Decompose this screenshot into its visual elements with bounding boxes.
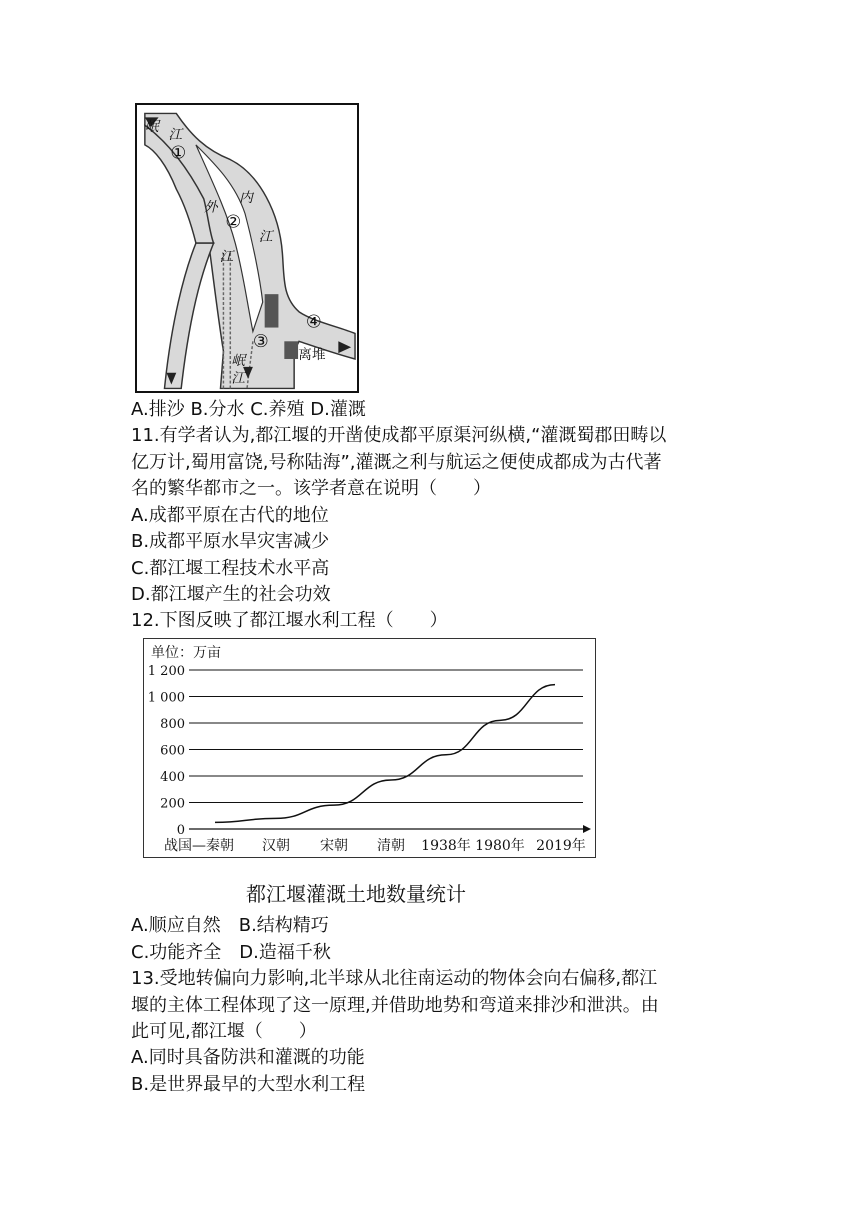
q12-options-row-1 [131,913,329,939]
dujiangyan-map-drawing [137,105,357,391]
q12-option-d: D.造福千秋 [239,942,331,963]
map-label-jiang-top: 江 [168,126,183,143]
q13-option-a: A.同时具备防洪和灌溉的功能 [131,1047,365,1068]
map-label-min-top: 岷 [144,119,159,136]
chart-x-tick-label: 清朝 [377,838,405,854]
q11-option-c: C.都江堰工程技术水平高 [131,558,330,579]
chart-y-tick-label: 0 [176,823,185,838]
dujiangyan-map [135,103,359,393]
map-marker-2: ② [225,212,242,233]
q13-stem-line-1: 13.受地转偏向力影响,北半球从北往南运动的物体会向右偏移,都江 [131,968,658,989]
q13-stem-line-3: 此可见,都江堰（ ） [131,1021,317,1042]
outer-river-lower [165,243,214,388]
map-label-nei-jiang: 江 [258,229,273,246]
q11-stem-line-3: 名的繁华都市之一。该学者意在说明（ ） [131,478,491,499]
chart-y-tick-label: 1 200 [147,664,185,679]
q12-option-a: A.顺应自然 [131,915,221,936]
chart-x-tick-label: 战国—秦朝 [164,838,234,854]
map-marker-3: ③ [252,332,269,353]
chart-y-tick-label: 200 [160,796,185,812]
chart-series-line [215,685,555,823]
q10-options: A.排沙 B.分水 C.养殖 D.灌溉 [131,399,366,420]
chart-y-tick-label: 1 000 [147,690,185,706]
chart-x-tick-label: 2019年 [536,838,586,854]
map-label-min-bottom-jiang: 江 [231,370,246,387]
q13-stem-line-2: 堰的主体工程体现了这一原理,并借助地势和弯道来排沙和泄洪。由 [131,995,659,1016]
chart-x-tick-label: 汉朝 [262,838,290,854]
q12-options-row-2 [131,940,331,966]
chart-y-tick-label: 800 [160,717,185,732]
map-label-wai-jiang: 江 [219,248,234,265]
q13-option-b: B.是世界最早的大型水利工程 [131,1074,366,1095]
chart-y-unit-label: 单位：万亩 [151,645,221,661]
chart-x-tick-label: 宋朝 [320,838,348,854]
chart-frame [144,639,596,858]
map-label-min-bottom: 岷 [231,352,246,369]
chart-y-tick-label: 600 [160,743,185,759]
map-label-nei: 内 [239,189,253,206]
q11-stem-line-1: 11.有学者认为,都江堰的开凿使成都平原渠河纵横,“灌溉蜀郡田畴以 [131,425,667,446]
irrigation-chart [143,638,596,858]
map-marker-4: ④ [305,312,322,333]
map-label-lidui: 离堆 [298,346,326,363]
q11-option-a: A.成都平原在古代的地位 [131,505,329,526]
chart-x-axis-arrow [583,825,591,833]
q12-option-c: C.功能齐全 [131,942,222,963]
hatched-block-2 [284,341,298,359]
chart-title: 都江堰灌溉土地数量统计 [246,882,466,906]
q12-stem: 12.下图反映了都江堰水利工程（ ） [131,610,448,631]
irrigation-chart-svg [143,638,596,858]
map-label-wai: 外 [203,199,218,216]
q11-option-b: B.成都平原水旱灾害减少 [131,531,330,552]
chart-x-tick-label: 1938年 [421,838,471,854]
q11-option-d: D.都江堰产生的社会功效 [131,584,331,605]
q11-stem-line-2: 亿万计,蜀用富饶,号称陆海”,灌溉之利与航运之便使成都成为古代著 [131,452,662,473]
map-marker-1: ① [170,143,187,164]
hatched-block-1 [265,294,279,327]
chart-x-tick-label: 1980年 [475,838,525,854]
q12-option-b: B.结构精巧 [238,915,329,936]
chart-y-tick-label: 400 [160,770,185,785]
